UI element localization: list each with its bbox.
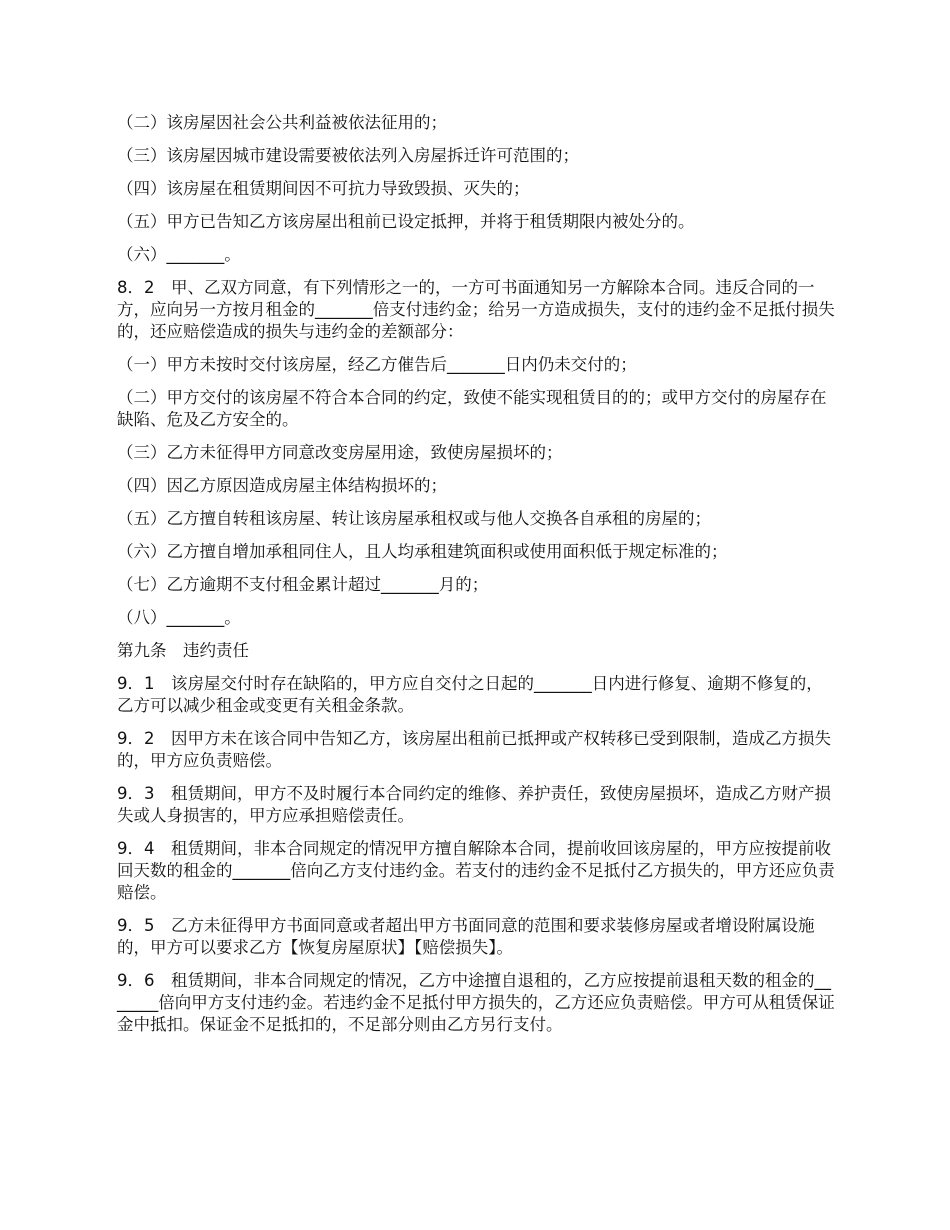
- section-heading: 第九条 违约责任: [117, 641, 249, 660]
- clause-paragraph: 9．1 该房屋交付时存在缺陷的，甲方应自交付之日起的_______日内进行修复、逾期不修复的，乙方可以减少租金或变更有关租金条款。: [117, 674, 823, 715]
- clause-paragraph: （三）该房屋因城市建设需要被依法列入房屋拆迁许可范围的；: [117, 146, 579, 165]
- clause-paragraph: （八）_______。: [117, 608, 241, 627]
- clause-paragraph: 9．4 租赁期间，非本合同规定的情况甲方擅自解除本合同，提前收回该房屋的，甲方应按提前收回天数的租金的_______倍向乙方支付违约金。若支付的违约金不足抵付乙方损失的，甲方还应负责赔偿。: [117, 839, 835, 902]
- clause-paragraph: 9．2 因甲方未在该合同中告知乙方，该房屋出租前已抵押或产权转移已受到限制，造成乙方损失的，甲方应负责赔偿。: [117, 729, 831, 770]
- clause-paragraph: （二）甲方交付的该房屋不符合本合同的约定，致使不能实现租赁目的的；或甲方交付的房屋存在缺陷、危及乙方安全的。: [117, 388, 827, 429]
- clause-paragraph: 9．6 租赁期间，非本合同规定的情况，乙方中途擅自退租的，乙方应按提前退租天数的租金的_______倍向甲方支付违约金。若违约金不足抵付甲方损失的，乙方还应负责赔偿。甲方可从租赁保证金中抵扣。保证金不足抵扣的，不足部分则由乙方另行支付。: [117, 971, 835, 1034]
- clause-paragraph: （三）乙方未征得甲方同意改变房屋用途，致使房屋损坏的；: [117, 443, 563, 462]
- clause-paragraph: 9．5 乙方未征得甲方书面同意或者超出甲方书面同意的范围和要求装修房屋或者增设附属设施的，甲方可以要求乙方【恢复房屋原状】【赔偿损失】。: [117, 916, 815, 957]
- clause-paragraph: （五）甲方已告知乙方该房屋出租前已设定抵押，并将于租赁期限内被处分的。: [117, 212, 695, 231]
- document-body: [117, 112, 837, 1047]
- clause-paragraph: （五）乙方擅自转租该房屋、转让该房屋承租权或与他人交换各自承租的房屋的；: [117, 509, 711, 528]
- clause-paragraph: （六）_______。: [117, 245, 241, 264]
- clause-paragraph: （六）乙方擅自增加承租同住人，且人均承租建筑面积或使用面积低于规定标准的；: [117, 542, 728, 561]
- clause-paragraph: （七）乙方逾期不支付租金累计超过_______月的；: [117, 575, 489, 594]
- clause-paragraph: （二）该房屋因社会公共利益被依法征用的；: [117, 113, 447, 132]
- clause-paragraph: 8．2 甲、乙双方同意，有下列情形之一的，一方可书面通知另一方解除本合同。违反合同的一方，应向另一方按月租金的_______倍支付违约金；给另一方造成损失，支付的违约金不足抵付损失的，还应赔偿造成的损失与违约金的差额部分：: [117, 278, 835, 341]
- clause-paragraph: （一）甲方未按时交付该房屋，经乙方催告后_______日内仍未交付的；: [117, 355, 637, 374]
- clause-paragraph: 9．3 租赁期间，甲方不及时履行本合同约定的维修、养护责任，致使房屋损坏，造成乙方财产损失或人身损害的，甲方应承担赔偿责任。: [117, 784, 831, 825]
- clause-paragraph: （四）因乙方原因造成房屋主体结构损坏的；: [117, 476, 447, 495]
- clause-paragraph: （四）该房屋在租赁期间因不可抗力导致毁损、灭失的；: [117, 179, 530, 198]
